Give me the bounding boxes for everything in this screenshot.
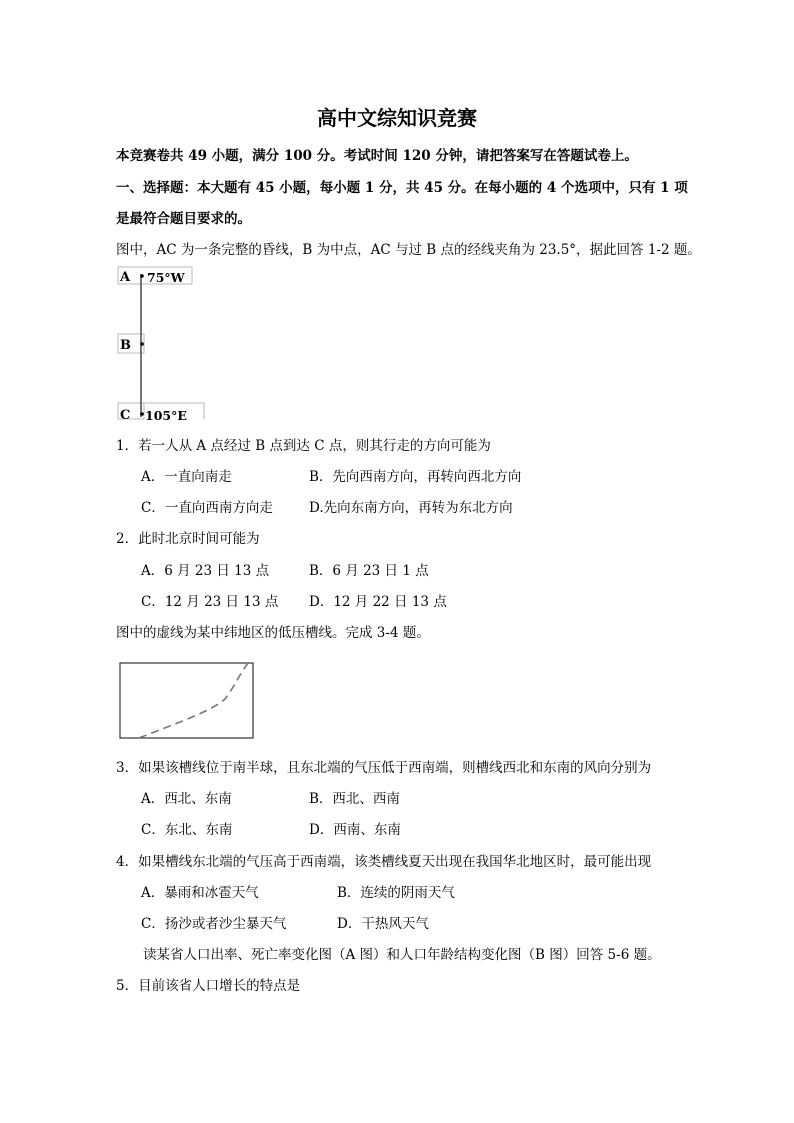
- dusk-line-figure: [116, 264, 208, 424]
- point-b: [140, 342, 144, 346]
- q3-option-d: D．西南、东南: [309, 822, 401, 838]
- question-4-stem: 4．如果槽线东北端的气压高于西南端，该类槽线夏天出现在我国华北地区时，最可能出现: [116, 854, 652, 870]
- q4-option-b: B．连续的阴雨天气: [337, 885, 455, 901]
- label-b: B: [120, 338, 131, 353]
- trough-figure-frame: [120, 663, 253, 738]
- question-1-stem: 1．若一人从 A 点经过 B 点到达 C 点，则其行走的方向可能为: [116, 438, 491, 454]
- point-c: [140, 412, 144, 416]
- q3-option-a: A．西北、东南: [141, 791, 232, 807]
- trough-line: [139, 663, 248, 738]
- q1-option-d: D.先向东南方向，再转为东北方向: [309, 500, 513, 516]
- question-3-stem: 3．如果该槽线位于南半球，且东北端的气压低于西南端，则槽线西北和东南的风向分别为: [116, 760, 652, 776]
- q4-option-c: C．扬沙或者沙尘暴天气: [141, 916, 287, 932]
- question-stem-1-2: 图中，AC 为一条完整的昏线，B 为中点，AC 与过 B 点的经线夹角为 23.5°，据此回答 1-2 题。: [116, 242, 701, 258]
- q3-option-c: C．东北、东南: [141, 822, 233, 838]
- exam-intro: 本竞赛卷共 49 小题，满分 100 分。考试时间 120 分钟，请把答案写在答题试卷上。: [116, 148, 638, 164]
- page-title: 高中文综知识竞赛: [317, 106, 477, 130]
- q4-option-d: D．干热风天气: [337, 916, 429, 932]
- label-c: C: [120, 408, 131, 423]
- label-a: A: [120, 270, 131, 285]
- section-heading-line2: 是最符合题目要求的。: [116, 211, 251, 227]
- q4-option-a: A．暴雨和冰雹天气: [141, 885, 259, 901]
- q2-option-d: D．12 月 22 日 13 点: [309, 594, 447, 610]
- q1-option-a: A．一直向南走: [141, 469, 232, 485]
- q3-option-b: B．西北、西南: [309, 791, 400, 807]
- point-a: [140, 274, 144, 278]
- top-meridian-label: 75°W: [147, 270, 185, 285]
- q2-option-c: C．12 月 23 日 13 点: [141, 594, 279, 610]
- question-stem-3-4: 图中的虚线为某中纬地区的低压槽线。完成 3-4 题。: [116, 625, 430, 641]
- q1-option-c: C．一直向西南方向走: [141, 500, 273, 516]
- section-heading-line1: 一、选择题：本大题有 45 小题，每小题 1 分，共 45 分。在每小题的 4 个选项中，只有 1 项: [116, 180, 688, 196]
- q1-option-b: B．先向西南方向，再转向西北方向: [309, 469, 522, 485]
- bottom-meridian-label: 105°E: [145, 408, 187, 423]
- q2-option-a: A．6 月 23 日 13 点: [141, 563, 270, 579]
- q2-option-b: B．6 月 23 日 1 点: [309, 563, 429, 579]
- question-2-stem: 2．此时北京时间可能为: [116, 531, 260, 547]
- question-stem-5-6: 读某省人口出率、死亡率变化图（A 图）和人口年龄结构变化图（B 图）回答 5-6 题。: [143, 947, 661, 963]
- trough-line-figure: [117, 661, 256, 741]
- question-5-stem: 5．目前该省人口增长的特点是: [116, 978, 301, 994]
